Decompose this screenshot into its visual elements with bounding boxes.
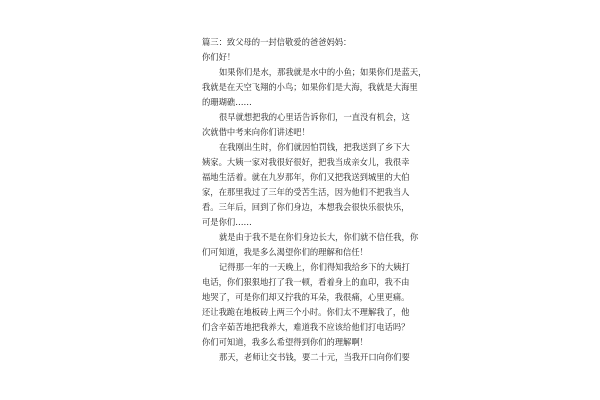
doc-line: 们可知道，我是多么渴望你们的理解和信任！ (202, 247, 368, 257)
doc-line: 如果你们是水，那我就是水中的小鱼；如果你们是蓝天， (219, 67, 427, 77)
doc-line: 就是由于我不是在你们身边长大，你们就不信任我，你 (219, 232, 419, 242)
doc-line: 那天，老师让交书钱，要二十元，当我开口向你们要 (219, 352, 410, 362)
doc-line: 你们可知道，我多么希望得到你们的理解啊！ (202, 337, 368, 347)
doc-line: 我就是在天空飞翔的小鸟；如果你们是大海，我就是大海里 (202, 82, 418, 92)
doc-line: 的珊瑚礁…… (202, 97, 252, 107)
doc-line: 还让我跪在地板砖上两三个小时。你们太不理解我了，他 (202, 307, 410, 317)
doc-line: 福地生活着。就在九岁那年，你们又把我送到城里的大伯 (202, 172, 410, 182)
doc-line: 在我刚出生时，你们就因怕罚钱，把我送到了乡下大 (219, 142, 410, 152)
doc-line: 很早就想把我的心里话告诉你们，一直没有机会，这 (219, 112, 410, 122)
doc-line: 家，在那里我过了三年的受苦生活，因为他们不把我当人 (202, 187, 410, 197)
doc-line: 们含辛茹苦地把我养大，难道我不应该给他们打电话吗？ (202, 322, 410, 332)
doc-line: 可是你们…… (202, 217, 252, 227)
doc-line: 次就借中考来向你们讲述吧！ (202, 127, 310, 137)
doc-line: 看。三年后，回到了你们身边，本想我会很快乐很快乐， (202, 202, 410, 212)
doc-line: 姨家。大姨一家对我很好很好，把我当成亲女儿，我很幸 (202, 157, 410, 167)
doc-line: 电话，你们狠狠地打了我一顿，看着身上的血印，我不由 (202, 277, 410, 287)
document-page (202, 35, 427, 365)
doc-line: 记得那一年的一天晚上，你们得知我给乡下的大姨打 (219, 262, 410, 272)
doc-line: 篇三：致父母的一封信敬爱的爸爸妈妈： (202, 37, 352, 47)
doc-line: 地哭了，可是你们却又拧我的耳朵，我很痛，心里更痛。 (202, 292, 410, 302)
doc-line: 你们好！ (202, 52, 236, 62)
